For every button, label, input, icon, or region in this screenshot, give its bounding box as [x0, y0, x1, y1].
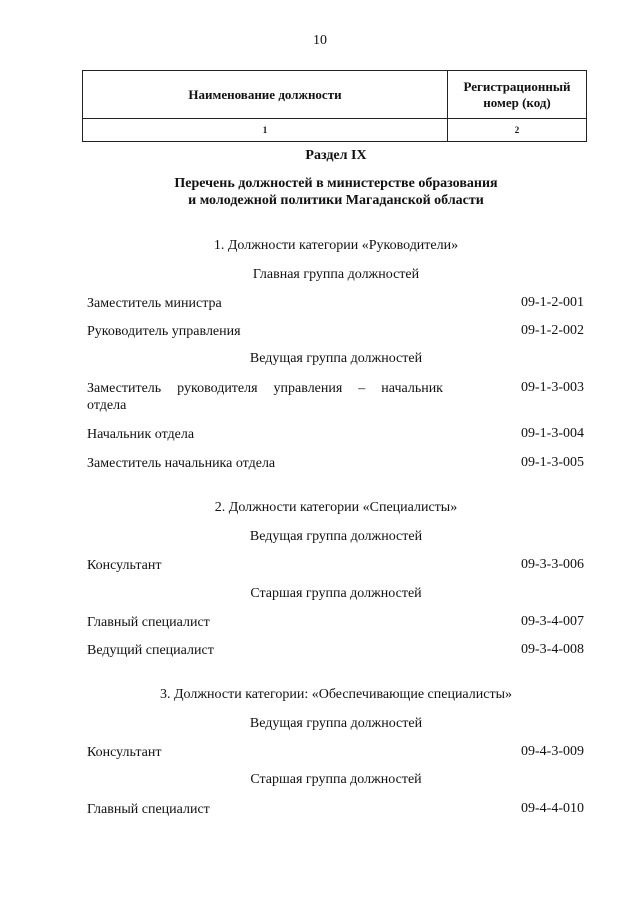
category-3-group-2: Старшая группа должностей: [250, 772, 422, 787]
category-1-group-2: Ведущая группа должностей: [249, 351, 423, 366]
section-title: Раздел IX: [305, 148, 367, 163]
header-col-code-line2: номер (код): [483, 94, 551, 110]
category-2-group-2: Старшая группа должностей: [250, 586, 422, 601]
position-title-line1: Заместитель руководителя управления – начальник: [87, 381, 443, 396]
position-title: Заместитель министра: [87, 296, 222, 311]
position-title: Руководитель управления: [87, 324, 241, 339]
header-table: [82, 70, 587, 142]
category-1-title: 1. Должности категории «Руководители»: [213, 238, 459, 253]
list-item: [87, 455, 584, 472]
category-1-group-1: Главная группа должностей: [252, 267, 420, 282]
list-item: [87, 426, 584, 443]
list-item: [87, 380, 584, 414]
position-code: 09-4-4-010: [521, 801, 584, 816]
position-title: Консультант: [87, 558, 162, 573]
subtitle-line2: и молодежной политики Магаданской области: [188, 193, 484, 208]
category-3-title: 3. Должности категории: «Обеспечивающие специалисты»: [160, 687, 512, 702]
position-code: 09-3-3-006: [521, 557, 584, 572]
position-title-line2: отдела: [87, 398, 127, 413]
list-item: [87, 642, 584, 659]
position-code: 09-4-3-009: [521, 744, 584, 759]
header-col-title: Наименование должности: [83, 71, 448, 119]
list-item: [87, 295, 584, 312]
position-title: Консультант: [87, 745, 162, 760]
position-title: Заместитель начальника отдела: [87, 456, 276, 471]
position-title: [87, 380, 467, 414]
position-title: Начальник отдела: [87, 427, 195, 442]
list-item: [87, 801, 584, 818]
category-3-group-1: Ведущая группа должностей: [249, 716, 423, 731]
position-code: 09-1-2-001: [521, 295, 584, 310]
position-title: Главный специалист: [87, 615, 210, 630]
subtitle-line1: Перечень должностей в министерстве образования: [174, 176, 498, 191]
category-2-title: 2. Должности категории «Специалисты»: [214, 500, 458, 515]
position-title: Главный специалист: [87, 802, 210, 817]
header-num-1: 1: [83, 119, 448, 142]
list-item: [87, 557, 584, 574]
category-2-group-1: Ведущая группа должностей: [249, 529, 423, 544]
header-col-code-line1: Регистрационный: [463, 78, 571, 94]
position-code: 09-1-3-003: [521, 380, 584, 395]
position-code: 09-1-2-002: [521, 323, 584, 338]
page-number: 10: [313, 33, 327, 48]
list-item: [87, 323, 584, 340]
position-title: Ведущий специалист: [87, 643, 214, 658]
position-code: 09-1-3-005: [521, 455, 584, 470]
position-code: 09-3-4-008: [521, 642, 584, 657]
header-col-code: [448, 71, 587, 119]
header-num-2: 2: [448, 119, 587, 142]
list-item: [87, 744, 584, 761]
list-item: [87, 614, 584, 631]
position-code: 09-3-4-007: [521, 614, 584, 629]
position-code: 09-1-3-004: [521, 426, 584, 441]
